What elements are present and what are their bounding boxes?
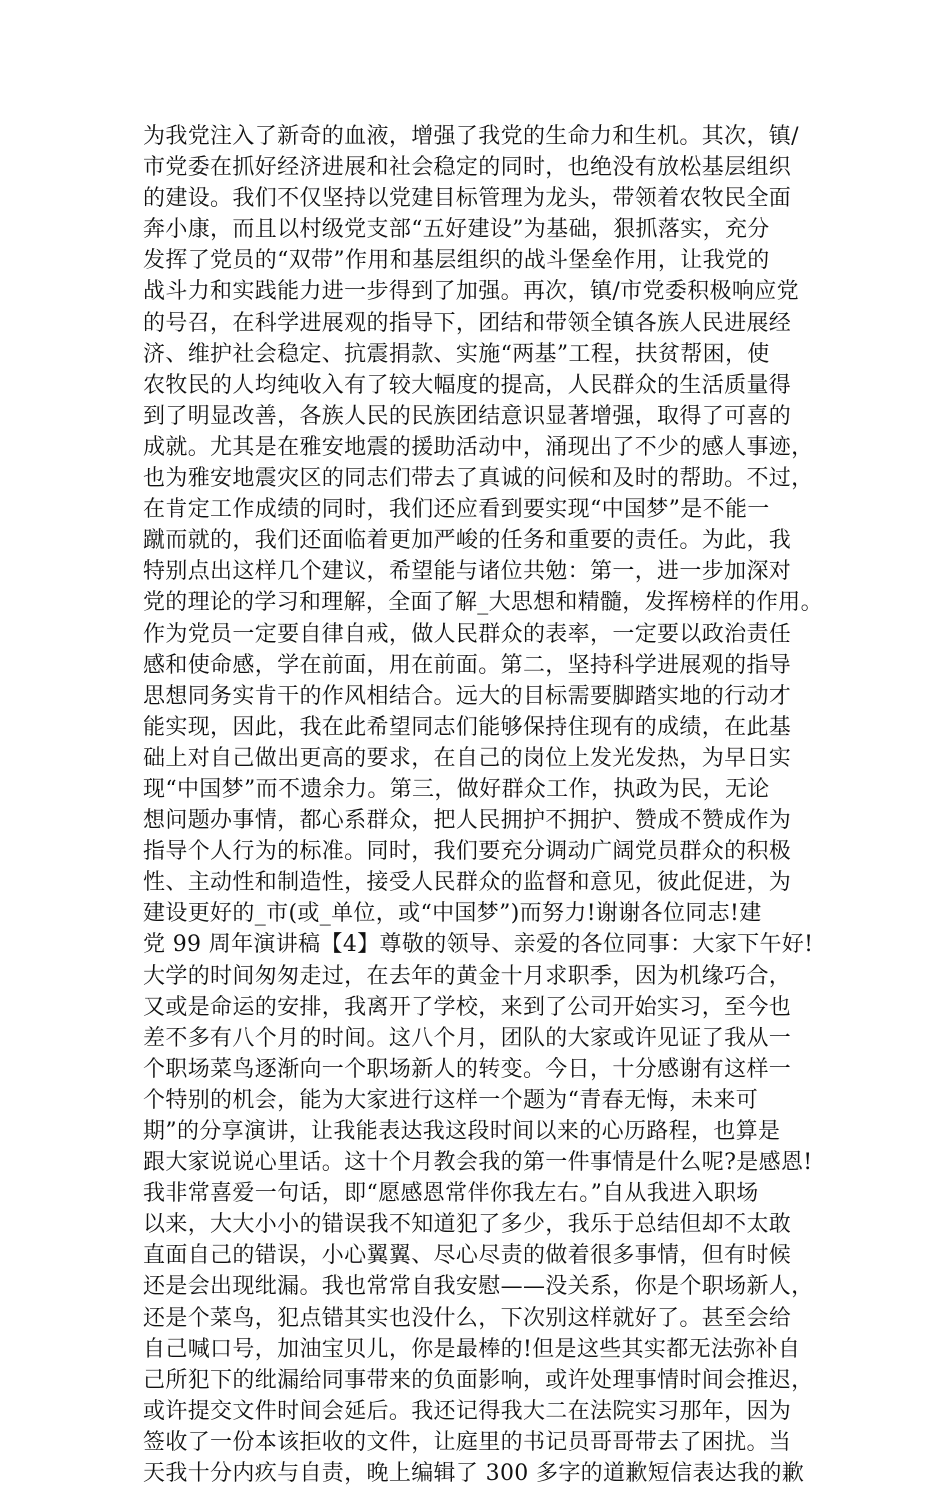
text-line: 期”的分享演讲，让我能表达我这段时间以来的心历路程，也算是 — [143, 1119, 781, 1144]
text-line: 现“中国梦”而不遗余力。第三，做好群众工作，执政为民，无论 — [143, 776, 770, 802]
text-line: 济、维护社会稳定、抗震捐款、实施“两基”工程，扶贫帮困，使 — [143, 341, 770, 367]
text-line: 成就。尤其是在雅安地震的援助活动中，涌现出了不少的感人事迹， — [143, 434, 814, 460]
text-line: 蹴而就的，我们还面临着更加严峻的任务和重要的责任。为此，我 — [143, 528, 792, 554]
text-line: 差不多有八个月的时间。这八个月，团队的大家或许见证了我从一 — [143, 1025, 792, 1051]
text-line: 大学的时间匆匆走过，在去年的黄金十月求职季，因为机缘巧合， — [143, 963, 792, 989]
body-text — [143, 121, 823, 1489]
text-line: 能实现，因此，我在此希望同志们能够保持住现有的成绩，在此基 — [143, 714, 792, 740]
text-line: 农牧民的人均纯收入有了较大幅度的提高，人民群众的生活质量得 — [143, 372, 792, 398]
text-line: 发挥了党员的“双带”作用和基层组织的战斗堡垒作用，让我党的 — [143, 248, 770, 274]
text-line: 奔小康，而且以村级党支部“五好建设”为基础，狠抓落实，充分 — [143, 217, 770, 243]
text-line: 也为雅安地震灾区的同志们带去了真诚的问候和及时的帮助。不过， — [143, 466, 814, 492]
text-line: 签收了一份本该拒收的文件，让庭里的书记员哥哥带去了困扰。当 — [143, 1429, 792, 1455]
text-line: 特别点出这样几个建议，希望能与诸位共勉：第一，进一步加深对 — [143, 559, 792, 585]
text-line: 还是会出现纰漏。我也常常自我安慰——没关系，你是个职场新人， — [143, 1274, 814, 1300]
text-line: 战斗力和实践能力进一步得到了加强。再次，镇/市党委积极响应党 — [143, 279, 799, 305]
text-line: 想问题办事情，都心系群众，把人民拥护不拥护、赞成不赞成作为 — [143, 808, 792, 834]
text-line: 党 99 周年演讲稿【4】尊敬的领导、亲爱的各位同事：大家下午好! — [143, 932, 814, 958]
text-line: 的建设。我们不仅坚持以党建目标管理为龙头，带领着农牧民全面 — [143, 186, 792, 212]
text-line: 个职场菜鸟逐渐向一个职场新人的转变。今日，十分感谢有这样一 — [143, 1056, 792, 1082]
text-line: 己所犯下的纰漏给同事带来的负面影响，或许处理事情时间会推迟， — [143, 1367, 814, 1393]
text-line: 党的理论的学习和理解，全面了解_大思想和精髓，发挥榜样的作用。 — [143, 590, 823, 616]
text-line: 市党委在抓好经济进展和社会稳定的同时，也绝没有放松基层组织 — [143, 155, 792, 181]
text-line: 又或是命运的安排，我离开了学校，来到了公司开始实习，至今也 — [143, 994, 792, 1020]
text-line: 在肯定工作成绩的同时，我们还应看到要实现“中国梦”是不能一 — [143, 497, 770, 523]
text-line: 我非常喜爱一句话，即“愿感恩常伴你我左右。”自从我进入职场 — [143, 1181, 759, 1207]
text-line: 以来，大大小小的错误我不知道犯了多少，我乐于总结但却不太敢 — [143, 1212, 792, 1238]
text-line: 跟大家说说心里话。这十个月教会我的第一件事情是什么呢?是感恩! — [143, 1150, 813, 1176]
text-line: 天我十分内疚与自责，晚上编辑了 300 多字的道歉短信表达我的歉 — [143, 1461, 805, 1487]
text-line: 还是个菜鸟，犯点错其实也没什么，下次别这样就好了。甚至会给 — [143, 1305, 792, 1331]
text-line: 性、主动性和制造性，接受人民群众的监督和意见，彼此促进，为 — [143, 870, 792, 896]
text-line: 指导个人行为的标准。同时，我们要充分调动广阔党员群众的积极 — [143, 839, 792, 865]
text-line: 为我党注入了新奇的血液，增强了我党的生命力和生机。其次，镇/ — [143, 124, 799, 149]
text-line: 思想同务实肯干的作风相结合。远大的目标需要脚踏实地的行动才 — [143, 683, 792, 709]
text-line: 或许提交文件时间会延后。我还记得我大二在法院实习那年，因为 — [143, 1398, 792, 1424]
text-line: 直面自己的错误，小心翼翼、尽心尽责的做着很多事情，但有时候 — [143, 1243, 792, 1269]
text-line: 础上对自己做出更高的要求，在自己的岗位上发光发热，为早日实 — [143, 745, 792, 771]
text-line: 个特别的机会，能为大家进行这样一个题为“青春无悔，未来可 — [143, 1087, 759, 1113]
text-line: 感和使命感，学在前面，用在前面。第二，坚持科学进展观的指导 — [143, 652, 792, 678]
text-line: 到了明显改善，各族人民的民族团结意识显著增强，取得了可喜的 — [143, 403, 792, 429]
text-line: 自己喊口号，加油宝贝儿，你是最棒的!但是这些其实都无法弥补自 — [143, 1336, 801, 1362]
text-line: 的号召，在科学进展观的指导下，团结和带领全镇各族人民进展经 — [143, 310, 792, 336]
text-line: 作为党员一定要自律自戒，做人民群众的表率，一定要以政治责任 — [143, 621, 792, 647]
text-line: 建设更好的_市(或_单位，或“中国梦”)而努力!谢谢各位同志!建 — [143, 901, 762, 927]
